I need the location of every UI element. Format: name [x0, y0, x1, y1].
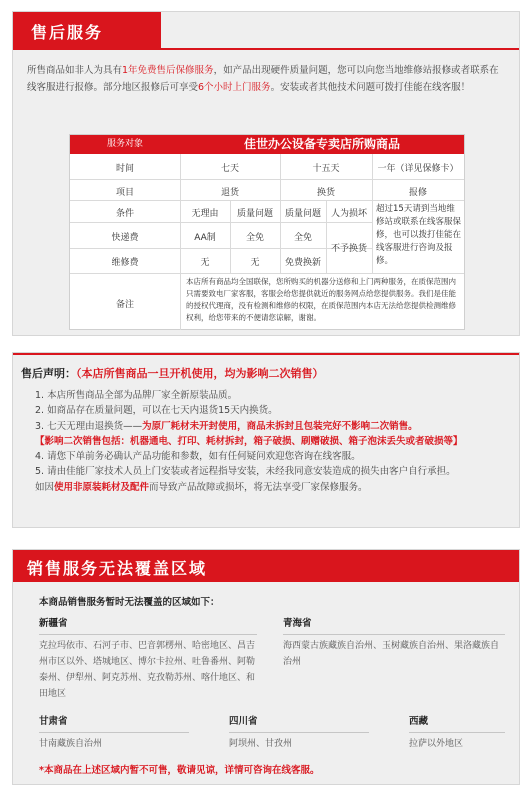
row-label-time: 时间: [115, 164, 134, 174]
region-gansu: [39, 714, 189, 752]
region-sichuan: [229, 714, 369, 752]
row-label-remark: 备注: [115, 300, 134, 310]
header-service-target: 服务对象: [106, 139, 143, 149]
row-divider: [70, 179, 464, 180]
cell-human-damage: 人为损坏: [330, 209, 367, 219]
region-areas: 克拉玛依市、石河子市、巴音郭楞州、哈密地区、昌吉州市区以外、塔城地区、博尔卡拉州、吐鲁番州、阿勒泰州、伊犁州、阿克苏州、克孜勒苏州、喀什地区、和田地区: [39, 634, 257, 702]
service-table: [69, 134, 465, 330]
list-item: 2. 如商品存在质量问题，可以在七天内退货15天内换货。: [35, 405, 278, 417]
row-divider: [70, 200, 464, 201]
section-title: 销售服务无法覆盖区域: [27, 559, 208, 578]
cell-quality-issue: 质量问题: [236, 209, 273, 219]
row-label-shipping: 快递费: [111, 233, 139, 243]
list-item-text: 如因: [35, 481, 55, 493]
table-header-row: [70, 135, 464, 154]
cell-remark-text: 本店所有商品均全国联保，您所购买的机器分送修和上门两种服务，在质保范围内只需要致电厂家客服，客服会给您提供就近的服务网点给您提供服务。我们是佳能的授权代理商，没有检测和维修的权限，在质保范围内本店无法给您提供检测维修权利，给您带来的不便请您谅解，谢谢。: [186, 277, 456, 322]
intro-text: 。安装或者其他技术问题可拨打佳能在线客服！: [270, 82, 471, 93]
row-label-item: 项目: [115, 188, 134, 198]
cell-quality-issue: 质量问题: [284, 209, 321, 219]
intro-text: ，如产品出现硬件质量问题，您可以向您当地维修站报修或者联系在线客服进行报修。部分地区报修后可享受: [27, 65, 499, 93]
region-areas: 甘南藏族自治州: [39, 732, 189, 752]
cell-seven-days: 七天: [220, 164, 239, 174]
region-areas: 拉萨以外地区: [409, 732, 505, 752]
col-divider: [180, 273, 181, 330]
cell-repair: 报修: [408, 188, 427, 198]
disclaimer-title-label: 售后声明：: [21, 367, 76, 380]
after-sales-disclaimer-section: [12, 352, 520, 528]
cell-no-reason: 无理由: [191, 209, 219, 219]
region-name: 西藏: [409, 716, 429, 727]
list-item-text: 3. 七天无理由退换货——: [35, 420, 143, 432]
cell-none: 无: [250, 258, 260, 268]
intro-highlight-warranty: 1年免费售后保修服务: [122, 65, 214, 76]
section-header: [13, 12, 161, 48]
cell-one-year: 一年（详见保修卡）: [377, 164, 459, 174]
row-label-repair-fee: 维修费: [111, 258, 139, 268]
region-areas: 阿坝州、甘孜州: [229, 732, 369, 752]
coverage-note: *本商品在上述区域内暂不可售，敬请见谅，详情可咨询在线客服。: [39, 765, 320, 776]
cell-free-exchange: 免费换新: [284, 258, 321, 268]
disclaimer-list: [35, 388, 505, 495]
header-underline: [13, 48, 519, 50]
list-item: 5. 请由佳能厂家技术人员上门安装或者远程指导安装，未经我同意安装造成的损失由客户自行承担。: [35, 466, 456, 478]
list-item-highlight: 为原厂耗材未开封使用，商品未拆封且包装完好不影响二次销售。: [142, 420, 418, 432]
cell-condition-note: 超过15天请到当地维修站或联系在线客服保修，也可以拨打佳能在线客服进行咨询及报修。: [376, 204, 462, 266]
region-name: 四川省: [229, 716, 258, 727]
list-item: 4. 请您下单前务必确认产品功能和参数，如有任何疑问欢迎您咨询在线客服。: [35, 451, 361, 463]
region-xinjiang: [39, 616, 257, 702]
disclaimer-title: [21, 365, 324, 381]
section-title: 售后服务: [31, 23, 104, 42]
list-item: [35, 419, 505, 434]
region-qinghai: [283, 616, 505, 670]
after-sales-service-section: [12, 11, 520, 336]
cell-no-exchange: 不予换货: [330, 244, 367, 254]
row-label-condition: 条件: [115, 209, 134, 219]
cell-all-free: 全免: [245, 233, 264, 243]
coverage-lead: 本商品销售服务暂时无法覆盖的区域如下：: [39, 597, 220, 608]
region-name: 甘肃省: [39, 716, 68, 727]
coverage-section: [12, 549, 520, 785]
list-item: 1. 本店所售商品全部为品牌厂家全新原装品质。: [35, 390, 238, 401]
list-item-text: 而导致产品故障或损坏，将无法享受厂家保修服务。: [149, 481, 368, 493]
row-divider: [70, 273, 464, 274]
cell-fifteen-days: 十五天: [312, 164, 340, 174]
section-top-bar: [13, 353, 519, 355]
list-item-highlight: 使用非原装耗材及配件: [54, 481, 150, 493]
intro-text: 所售商品如非人为具有: [27, 65, 123, 76]
section-header: [13, 550, 519, 582]
header-store-title: 佳世办公设备专卖店所购商品: [243, 137, 400, 151]
cell-exchange: 换货: [316, 188, 335, 198]
cell-all-free: 全免: [293, 233, 312, 243]
cell-return: 退货: [220, 188, 239, 198]
cell-none: 无: [200, 258, 210, 268]
region-name: 青海省: [283, 618, 312, 629]
cell-aa-system: AA制: [194, 233, 216, 243]
list-item-highlight: 【影响二次销售包括：机器通电、打印、耗材拆封，箱子破损、刷赠破损、箱子泡沫丢失或者破损等】: [35, 435, 463, 447]
intro-highlight-onsite: 6个小时上门服务: [198, 82, 271, 93]
service-intro: [27, 62, 507, 96]
region-areas: 海西蒙古族藏族自治州、玉树藏族自治州、果洛藏族自治州: [283, 634, 505, 670]
disclaimer-title-note: （本店所售商品一旦开机使用，均为影响二次销售）: [76, 367, 324, 380]
region-name: 新疆省: [39, 618, 68, 629]
region-xizang: [409, 714, 505, 752]
list-item: [35, 480, 505, 495]
